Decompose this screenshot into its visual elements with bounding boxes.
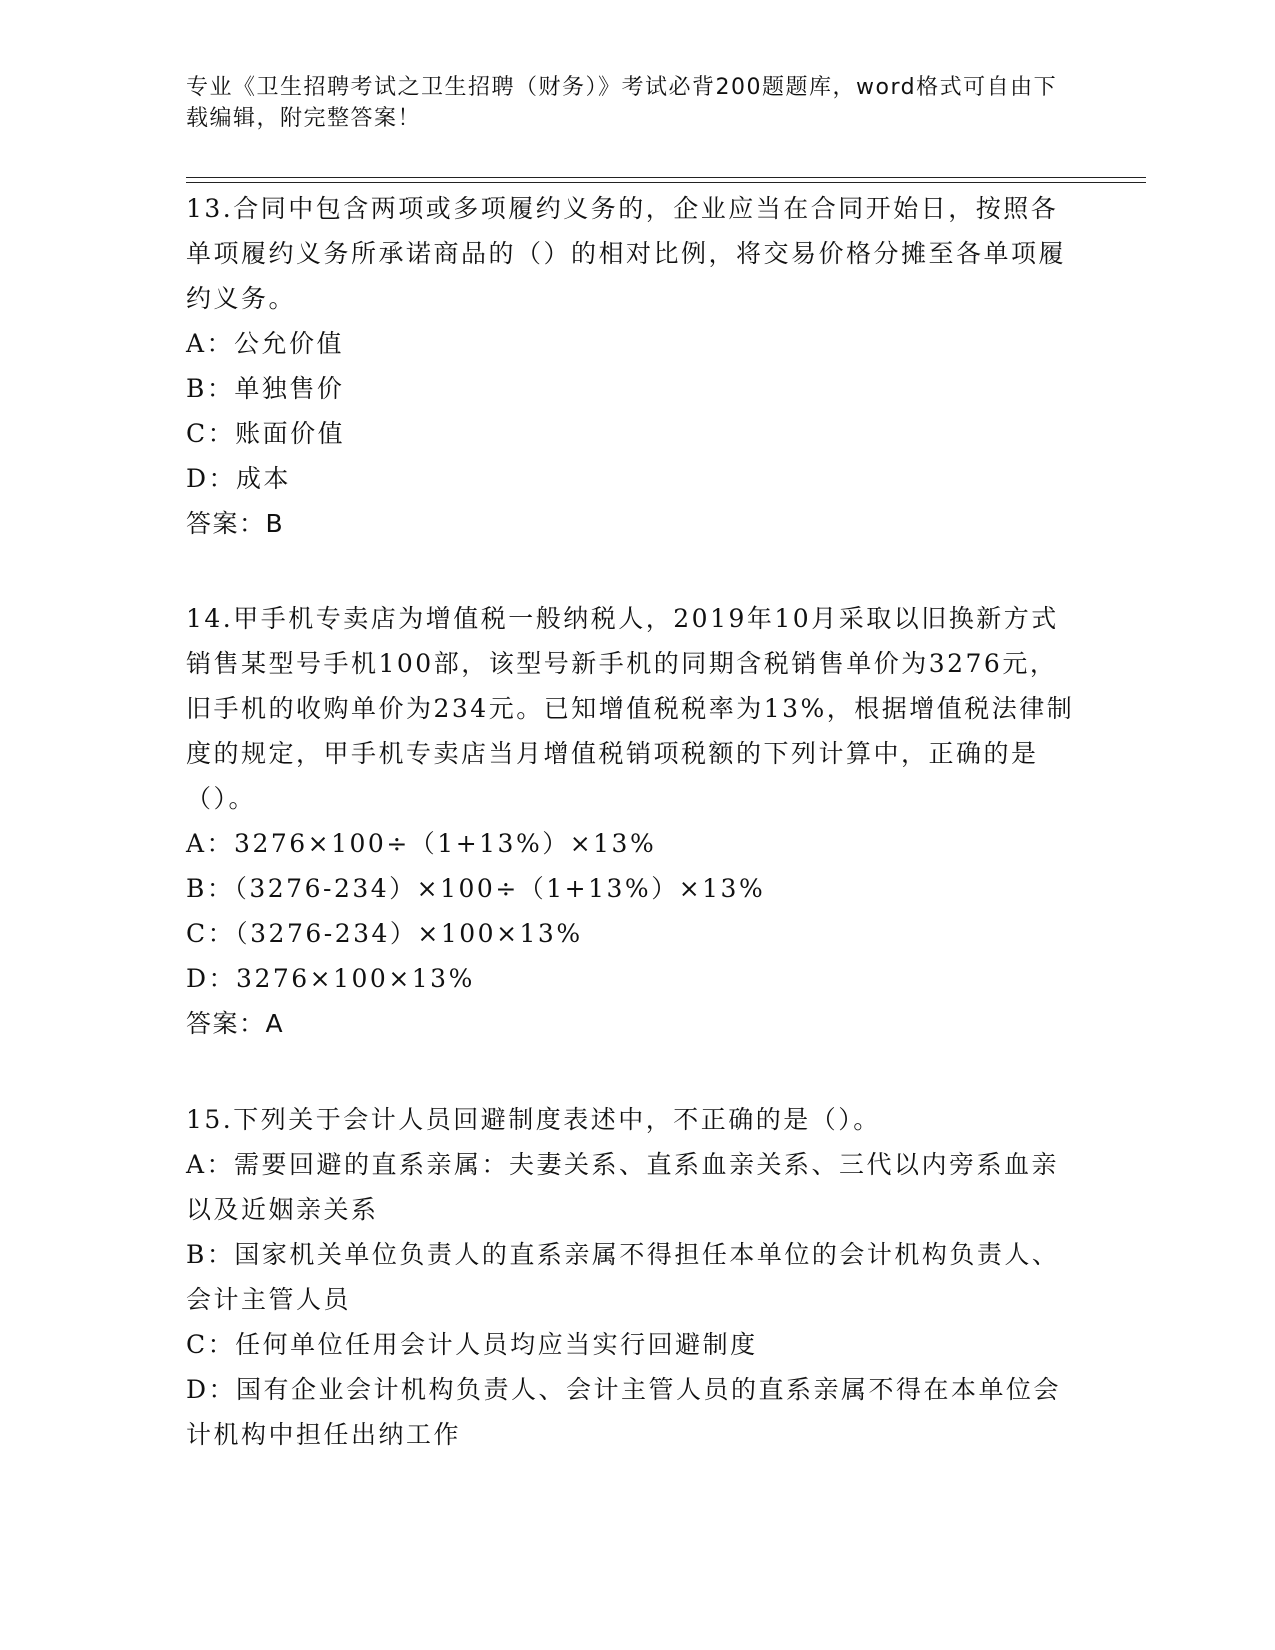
option-b: B：单独售价 xyxy=(186,374,345,403)
option-a: A：公允价值 xyxy=(186,329,345,358)
header-divider-top xyxy=(186,177,1146,178)
header-divider-bottom xyxy=(186,182,1146,183)
option-a: A：3276×100÷（1+13%）×13% xyxy=(186,829,657,858)
question-15 xyxy=(186,1097,1076,1457)
question-13 xyxy=(186,186,1076,546)
question-stem: 15.下列关于会计人员回避制度表述中，不正确的是（）。 xyxy=(186,1105,881,1134)
option-b: B：（3276-234）×100÷（1+13%）×13% xyxy=(186,874,766,903)
option-c: C：账面价值 xyxy=(186,419,346,448)
option-c: C：任何单位任用会计人员均应当实行回避制度 xyxy=(186,1330,758,1359)
question-stem: 13.合同中包含两项或多项履约义务的，企业应当在合同开始日，按照各单项履约义务所承诺商品的（）的相对比例，将交易价格分摊至各单项履约义务。 xyxy=(186,194,1067,313)
question-stem: 14.甲手机专卖店为增值税一般纳税人，2019年10月采取以旧换新方式销售某型号手机100部，该型号新手机的同期含税销售单价为3276元，旧手机的收购单价为234元。已知增值税税率为13%，根据增值税法律制度的规定，甲手机专卖店当月增值税销项税额的下列计算中，正确的是（）。 xyxy=(186,604,1075,813)
option-b: B：国家机关单位负责人的直系亲属不得担任本单位的会计机构负责人、会计主管人员 xyxy=(186,1240,1060,1314)
option-a: A：需要回避的直系亲属：夫妻关系、直系血亲关系、三代以内旁系血亲以及近姻亲关系 xyxy=(186,1150,1060,1224)
answer-line: 答案：B xyxy=(186,509,285,538)
option-d: D：3276×100×13% xyxy=(186,964,475,993)
question-14 xyxy=(186,596,1076,1046)
document-header: 专业《卫生招聘考试之卫生招聘（财务）》考试必背200题题库，word格式可自由下载编辑，附完整答案！ xyxy=(186,75,1058,131)
option-c: C：（3276-234）×100×13% xyxy=(186,919,583,948)
option-d: D：成本 xyxy=(186,464,292,493)
answer-line: 答案：A xyxy=(186,1009,285,1038)
option-d: D：国有企业会计机构负责人、会计主管人员的直系亲属不得在本单位会计机构中担任出纳工作 xyxy=(186,1375,1062,1449)
